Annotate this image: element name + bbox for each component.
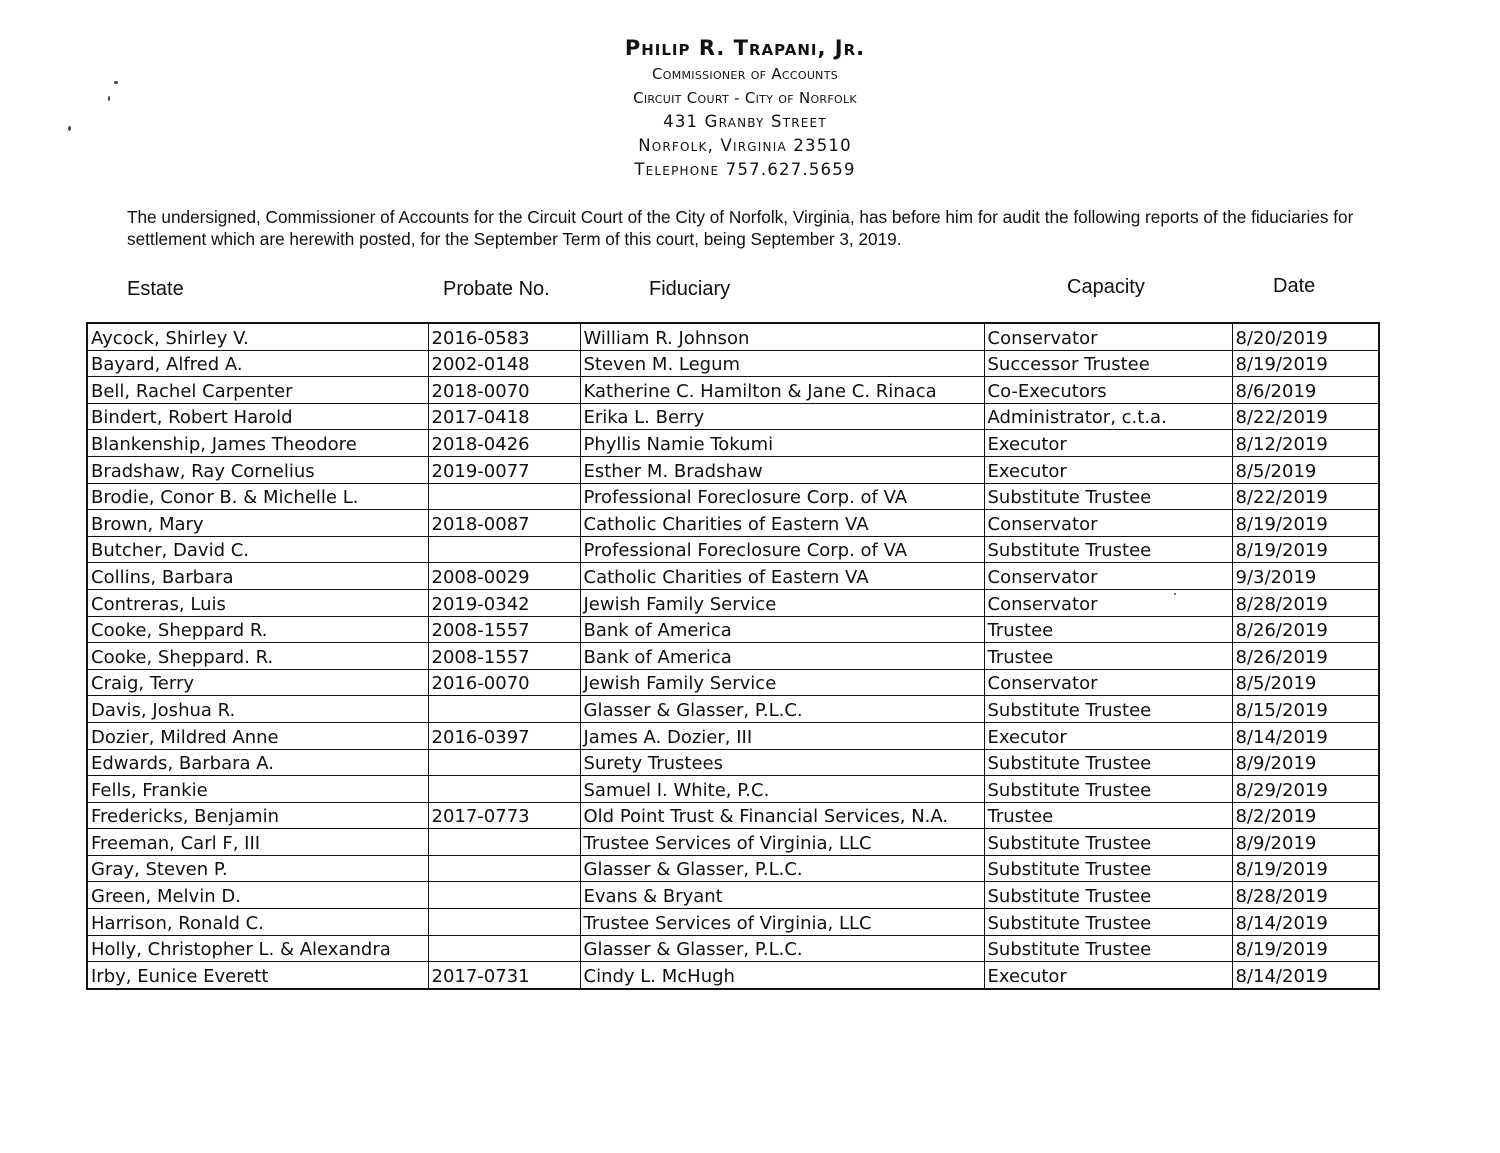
cell-estate: Fredericks, Benjamin bbox=[87, 802, 428, 829]
table-row bbox=[87, 776, 1379, 803]
cell-date: 8/14/2019 bbox=[1232, 909, 1379, 936]
cell-fiduciary: Surety Trustees bbox=[580, 749, 984, 776]
cell-estate: Cooke, Sheppard R. bbox=[87, 616, 428, 643]
city-state-zip: Norfolk, Virginia 23510 bbox=[638, 136, 852, 155]
cell-capacity: Substitute Trustee bbox=[984, 776, 1232, 803]
cell-fiduciary: Trustee Services of Virginia, LLC bbox=[580, 829, 984, 856]
cell-date: 9/3/2019 bbox=[1232, 563, 1379, 590]
cell-estate: Bayard, Alfred A. bbox=[87, 350, 428, 377]
cell-probate: 2017-0773 bbox=[428, 802, 580, 829]
column-header-probate: Probate No. bbox=[443, 278, 550, 300]
cell-estate: Aycock, Shirley V. bbox=[87, 323, 428, 350]
table-row bbox=[87, 829, 1379, 856]
cell-probate bbox=[428, 829, 580, 856]
cell-capacity: Executor bbox=[984, 962, 1232, 989]
cell-probate bbox=[428, 536, 580, 563]
cell-fiduciary: Steven M. Legum bbox=[580, 350, 984, 377]
cell-probate bbox=[428, 483, 580, 510]
cell-estate: Blankenship, James Theodore bbox=[87, 430, 428, 457]
cell-estate: Green, Melvin D. bbox=[87, 882, 428, 909]
cell-estate: Bindert, Robert Harold bbox=[87, 403, 428, 430]
cell-date: 8/5/2019 bbox=[1232, 669, 1379, 696]
cell-capacity: Substitute Trustee bbox=[984, 909, 1232, 936]
cell-capacity: Conservator bbox=[984, 510, 1232, 537]
cell-date: 8/26/2019 bbox=[1232, 616, 1379, 643]
cell-date: 8/6/2019 bbox=[1232, 377, 1379, 404]
cell-estate: Brodie, Conor B. & Michelle L. bbox=[87, 483, 428, 510]
cell-date: 8/19/2019 bbox=[1232, 935, 1379, 962]
cell-estate: Davis, Joshua R. bbox=[87, 696, 428, 723]
cell-probate: 2002-0148 bbox=[428, 350, 580, 377]
cell-estate: Holly, Christopher L. & Alexandra bbox=[87, 935, 428, 962]
column-header-estate: Estate bbox=[127, 278, 184, 300]
cell-fiduciary: Samuel I. White, P.C. bbox=[580, 776, 984, 803]
column-header-fiduciary: Fiduciary bbox=[649, 278, 731, 300]
table-row bbox=[87, 323, 1379, 350]
cell-probate bbox=[428, 776, 580, 803]
table-row bbox=[87, 909, 1379, 936]
court-name: Circuit Court - City of Norfolk bbox=[633, 89, 857, 107]
table-row bbox=[87, 722, 1379, 749]
table-row bbox=[87, 855, 1379, 882]
cell-capacity: Executor bbox=[984, 456, 1232, 483]
table-row bbox=[87, 882, 1379, 909]
scan-speck bbox=[108, 96, 110, 101]
cell-capacity: Substitute Trustee bbox=[984, 829, 1232, 856]
table-row bbox=[87, 456, 1379, 483]
cell-fiduciary: Professional Foreclosure Corp. of VA bbox=[580, 536, 984, 563]
table-row bbox=[87, 962, 1379, 989]
cell-estate: Fells, Frankie bbox=[87, 776, 428, 803]
scan-speck bbox=[114, 81, 118, 84]
cell-date: 8/22/2019 bbox=[1232, 483, 1379, 510]
cell-probate bbox=[428, 855, 580, 882]
table-row bbox=[87, 616, 1379, 643]
cell-estate: Harrison, Ronald C. bbox=[87, 909, 428, 936]
cell-capacity: Co-Executors bbox=[984, 377, 1232, 404]
cell-capacity: Administrator, c.t.a. bbox=[984, 403, 1232, 430]
cell-probate: 2017-0731 bbox=[428, 962, 580, 989]
cell-estate: Irby, Eunice Everett bbox=[87, 962, 428, 989]
commissioner-name: Philip R. Trapani, Jr. bbox=[624, 36, 866, 60]
cell-fiduciary: Jewish Family Service bbox=[580, 669, 984, 696]
table-row bbox=[87, 589, 1379, 616]
cell-capacity: Substitute Trustee bbox=[984, 696, 1232, 723]
cell-fiduciary: Catholic Charities of Eastern VA bbox=[580, 510, 984, 537]
table-row bbox=[87, 377, 1379, 404]
cell-capacity: Substitute Trustee bbox=[984, 536, 1232, 563]
intro-paragraph: The undersigned, Commissioner of Accounts for the Circuit Court of the City of Norfolk, Virginia, has before him for audit the following reports of the fiduciaries for settlement which are herewith posted, for the September Term of this court, being September 3, 2019. bbox=[127, 207, 1354, 249]
cell-estate: Bradshaw, Ray Cornelius bbox=[87, 456, 428, 483]
cell-capacity: Conservator bbox=[984, 669, 1232, 696]
cell-probate: 2018-0426 bbox=[428, 430, 580, 457]
table-row bbox=[87, 802, 1379, 829]
table-row bbox=[87, 696, 1379, 723]
cell-capacity: Conservator bbox=[984, 323, 1232, 350]
cell-date: 8/2/2019 bbox=[1232, 802, 1379, 829]
cell-fiduciary: Evans & Bryant bbox=[580, 882, 984, 909]
cell-capacity: Executor bbox=[984, 722, 1232, 749]
cell-probate: 2019-0342 bbox=[428, 589, 580, 616]
cell-probate bbox=[428, 882, 580, 909]
cell-date: 8/28/2019 bbox=[1232, 882, 1379, 909]
cell-date: 8/12/2019 bbox=[1232, 430, 1379, 457]
cell-capacity: Trustee bbox=[984, 616, 1232, 643]
estates-table-body bbox=[87, 323, 1379, 989]
cell-date: 8/29/2019 bbox=[1232, 776, 1379, 803]
cell-date: 8/14/2019 bbox=[1232, 962, 1379, 989]
cell-probate bbox=[428, 935, 580, 962]
cell-probate bbox=[428, 749, 580, 776]
cell-estate: Craig, Terry bbox=[87, 669, 428, 696]
table-row bbox=[87, 935, 1379, 962]
cell-fiduciary: Erika L. Berry bbox=[580, 403, 984, 430]
cell-date: 8/20/2019 bbox=[1232, 323, 1379, 350]
table-row bbox=[87, 483, 1379, 510]
cell-date: 8/19/2019 bbox=[1232, 350, 1379, 377]
cell-date: 8/28/2019 bbox=[1232, 589, 1379, 616]
table-row bbox=[87, 350, 1379, 377]
cell-probate: 2008-1557 bbox=[428, 643, 580, 670]
estates-table bbox=[86, 322, 1380, 990]
cell-estate: Dozier, Mildred Anne bbox=[87, 722, 428, 749]
cell-estate: Butcher, David C. bbox=[87, 536, 428, 563]
cell-fiduciary: Catholic Charities of Eastern VA bbox=[580, 563, 984, 590]
cell-date: 8/14/2019 bbox=[1232, 722, 1379, 749]
cell-probate: 2008-1557 bbox=[428, 616, 580, 643]
cell-probate: 2017-0418 bbox=[428, 403, 580, 430]
cell-fiduciary: Katherine C. Hamilton & Jane C. Rinaca bbox=[580, 377, 984, 404]
cell-probate bbox=[428, 909, 580, 936]
cell-date: 8/22/2019 bbox=[1232, 403, 1379, 430]
cell-fiduciary: Cindy L. McHugh bbox=[580, 962, 984, 989]
cell-estate: Brown, Mary bbox=[87, 510, 428, 537]
cell-fiduciary: William R. Johnson bbox=[580, 323, 984, 350]
table-row bbox=[87, 510, 1379, 537]
cell-capacity: Successor Trustee bbox=[984, 350, 1232, 377]
cell-capacity: Substitute Trustee bbox=[984, 483, 1232, 510]
cell-date: 8/19/2019 bbox=[1232, 855, 1379, 882]
cell-fiduciary: Old Point Trust & Financial Services, N.A. bbox=[580, 802, 984, 829]
table-row bbox=[87, 749, 1379, 776]
cell-estate: Contreras, Luis bbox=[87, 589, 428, 616]
cell-date: 8/15/2019 bbox=[1232, 696, 1379, 723]
column-header-capacity: Capacity bbox=[1067, 276, 1145, 298]
cell-probate: 2016-0583 bbox=[428, 323, 580, 350]
cell-estate: Gray, Steven P. bbox=[87, 855, 428, 882]
table-row bbox=[87, 430, 1379, 457]
cell-estate: Collins, Barbara bbox=[87, 563, 428, 590]
cell-estate: Freeman, Carl F, III bbox=[87, 829, 428, 856]
cell-capacity: Conservator bbox=[984, 563, 1232, 590]
cell-probate: 2016-0070 bbox=[428, 669, 580, 696]
cell-probate: 2018-0087 bbox=[428, 510, 580, 537]
cell-estate: Bell, Rachel Carpenter bbox=[87, 377, 428, 404]
cell-fiduciary: Esther M. Bradshaw bbox=[580, 456, 984, 483]
cell-capacity: Substitute Trustee bbox=[984, 749, 1232, 776]
cell-estate: Edwards, Barbara A. bbox=[87, 749, 428, 776]
cell-capacity: Trustee bbox=[984, 802, 1232, 829]
cell-probate bbox=[428, 696, 580, 723]
cell-date: 8/19/2019 bbox=[1232, 536, 1379, 563]
cell-probate: 2008-0029 bbox=[428, 563, 580, 590]
table-row bbox=[87, 403, 1379, 430]
cell-probate: 2019-0077 bbox=[428, 456, 580, 483]
cell-fiduciary: Trustee Services of Virginia, LLC bbox=[580, 909, 984, 936]
scan-speck bbox=[1174, 593, 1176, 595]
cell-probate: 2018-0070 bbox=[428, 377, 580, 404]
commissioner-title: Commissioner of Accounts bbox=[651, 65, 839, 83]
letterhead bbox=[0, 34, 1490, 182]
cell-fiduciary: Glasser & Glasser, P.L.C. bbox=[580, 855, 984, 882]
cell-capacity: Substitute Trustee bbox=[984, 935, 1232, 962]
cell-date: 8/9/2019 bbox=[1232, 749, 1379, 776]
cell-estate: Cooke, Sheppard. R. bbox=[87, 643, 428, 670]
telephone: Telephone 757.627.5659 bbox=[634, 160, 856, 179]
cell-fiduciary: Professional Foreclosure Corp. of VA bbox=[580, 483, 984, 510]
cell-capacity: Trustee bbox=[984, 643, 1232, 670]
scan-speck bbox=[68, 126, 71, 131]
street-address: 431 Granby Street bbox=[663, 112, 827, 131]
cell-capacity: Substitute Trustee bbox=[984, 855, 1232, 882]
cell-capacity: Substitute Trustee bbox=[984, 882, 1232, 909]
cell-fiduciary: Glasser & Glasser, P.L.C. bbox=[580, 696, 984, 723]
cell-date: 8/5/2019 bbox=[1232, 456, 1379, 483]
cell-probate: 2016-0397 bbox=[428, 722, 580, 749]
cell-fiduciary: Bank of America bbox=[580, 616, 984, 643]
cell-fiduciary: James A. Dozier, III bbox=[580, 722, 984, 749]
cell-capacity: Conservator bbox=[984, 589, 1232, 616]
cell-fiduciary: Glasser & Glasser, P.L.C. bbox=[580, 935, 984, 962]
cell-capacity: Executor bbox=[984, 430, 1232, 457]
cell-date: 8/9/2019 bbox=[1232, 829, 1379, 856]
cell-fiduciary: Jewish Family Service bbox=[580, 589, 984, 616]
cell-fiduciary: Bank of America bbox=[580, 643, 984, 670]
table-row bbox=[87, 643, 1379, 670]
cell-fiduciary: Phyllis Namie Tokumi bbox=[580, 430, 984, 457]
cell-date: 8/19/2019 bbox=[1232, 510, 1379, 537]
column-header-date: Date bbox=[1273, 275, 1316, 297]
table-row bbox=[87, 563, 1379, 590]
table-row bbox=[87, 669, 1379, 696]
cell-date: 8/26/2019 bbox=[1232, 643, 1379, 670]
table-row bbox=[87, 536, 1379, 563]
